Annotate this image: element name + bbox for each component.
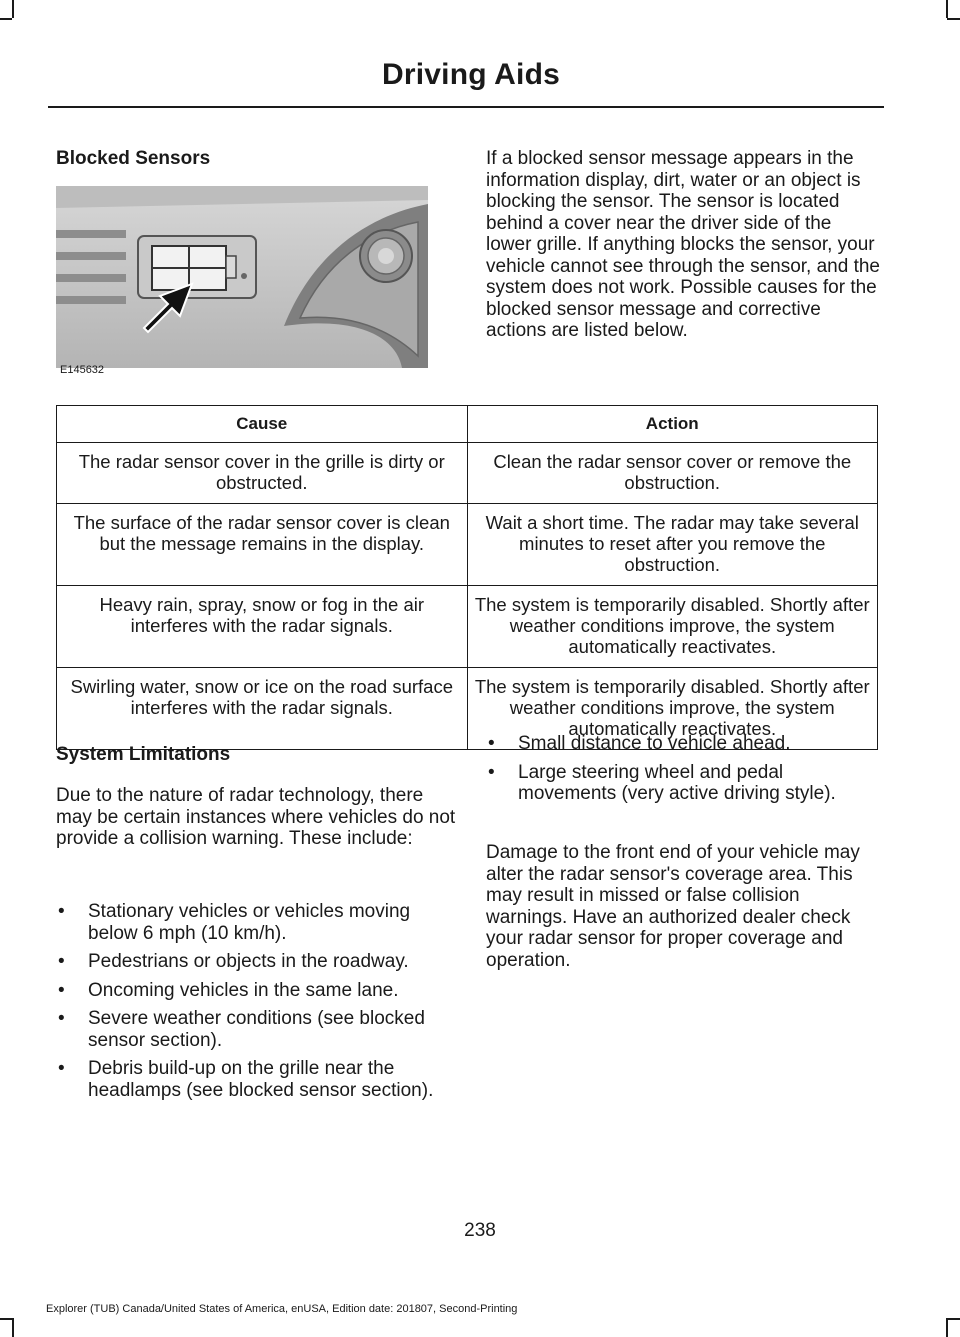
table-header-row: [57, 406, 878, 443]
damage-warning-paragraph: Damage to the front end of your vehicle may alter the radar sensor's coverage area. This may result in missed or false collision warnings. Have an authorized dealer check your radar sensor for proper coverage and operation.: [486, 842, 860, 971]
radar-sensor-illustration: [56, 186, 428, 368]
cause-cell: The surface of the radar sensor cover is clean but the message remains in the display.: [57, 504, 468, 586]
bullet-glyph: •: [58, 1008, 65, 1029]
cause-column-header: Cause: [57, 406, 468, 443]
cause-cell: Heavy rain, spray, snow or fog in the air interferes with the radar signals.: [57, 586, 468, 668]
action-column-header: Action: [467, 406, 878, 443]
bullet-glyph: •: [58, 1058, 65, 1079]
action-cell: Clean the radar sensor cover or remove the obstruction.: [467, 443, 878, 504]
bullet-glyph: •: [58, 951, 65, 972]
bullet-glyph: •: [58, 901, 65, 922]
crop-mark: [946, 1318, 948, 1337]
crop-mark: [12, 1318, 14, 1337]
action-cell: The system is temporarily disabled. Shortly after weather conditions improve, the system automatically reactivates.: [467, 668, 878, 750]
edition-footer: Explorer (TUB) Canada/United States of America, enUSA, Edition date: 201807, Second-Printing: [46, 1303, 518, 1315]
crop-mark: [946, 0, 948, 18]
list-item-text: Small distance to vehicle ahead.: [518, 733, 791, 754]
table-row: [57, 443, 878, 504]
list-item: [56, 1008, 452, 1051]
list-item: [56, 1058, 452, 1101]
cause-cell: The radar sensor cover in the grille is dirty or obstructed.: [57, 443, 468, 504]
crop-mark: [0, 18, 12, 20]
action-cell: The system is temporarily disabled. Shortly after weather conditions improve, the system automatically reactivates.: [467, 586, 878, 668]
list-item: [56, 980, 452, 1002]
crop-mark: [12, 0, 14, 18]
action-cell: Wait a short time. The radar may take several minutes to reset after you remove the obstruction.: [467, 504, 878, 586]
list-item: [56, 901, 452, 944]
list-item-text: Severe weather conditions (see blocked sensor section).: [88, 1008, 425, 1051]
list-item-text: Oncoming vehicles in the same lane.: [88, 979, 399, 1001]
front-grille-sensor-drawing: [56, 186, 428, 368]
list-item: [486, 762, 886, 805]
page-number: 238: [464, 1220, 496, 1241]
system-limitations-intro: Due to the nature of radar technology, there may be certain instances where vehicles do not provide a collision warning. These include:: [56, 785, 456, 849]
page-title: Driving Aids: [382, 58, 560, 91]
cause-action-table: [56, 405, 878, 750]
limitations-list-right: [486, 733, 886, 812]
limitations-list-left: [56, 901, 452, 1108]
list-item-text: Pedestrians or objects in the roadway.: [88, 951, 409, 972]
bullet-glyph: •: [488, 761, 495, 783]
list-item-text: Large steering wheel and pedal movements (very active driving style).: [518, 761, 836, 804]
cause-cell: Swirling water, snow or ice on the road surface interferes with the radar signals.: [57, 668, 468, 750]
list-item: [56, 951, 452, 973]
bullet-glyph: •: [488, 733, 495, 754]
bullet-glyph: •: [58, 979, 65, 1001]
blocked-sensors-heading: Blocked Sensors: [56, 148, 211, 169]
crop-mark: [947, 1318, 960, 1320]
system-limitations-heading: System Limitations: [56, 744, 231, 765]
list-item: [486, 733, 886, 755]
figure-reference-code: E145632: [60, 364, 105, 376]
crop-mark: [947, 18, 960, 20]
table-row: [57, 504, 878, 586]
crop-mark: [0, 1318, 12, 1320]
header-divider: [48, 106, 884, 108]
list-item-text: Debris build-up on the grille near the headlamps (see blocked sensor section).: [88, 1058, 434, 1101]
table-row: [57, 586, 878, 668]
list-item-text: Stationary vehicles or vehicles moving below 6 mph (10 km/h).: [88, 901, 411, 944]
blocked-sensors-intro: If a blocked sensor message appears in the information display, dirt, water or an object is blocking the sensor. The sensor is located behind a cover near the driver side of the lower grille. If anything blocks the sensor, your vehicle cannot see through the sensor, and the system does not work. Possible causes for the blocked sensor message and corrective actions are listed below.: [486, 148, 880, 341]
